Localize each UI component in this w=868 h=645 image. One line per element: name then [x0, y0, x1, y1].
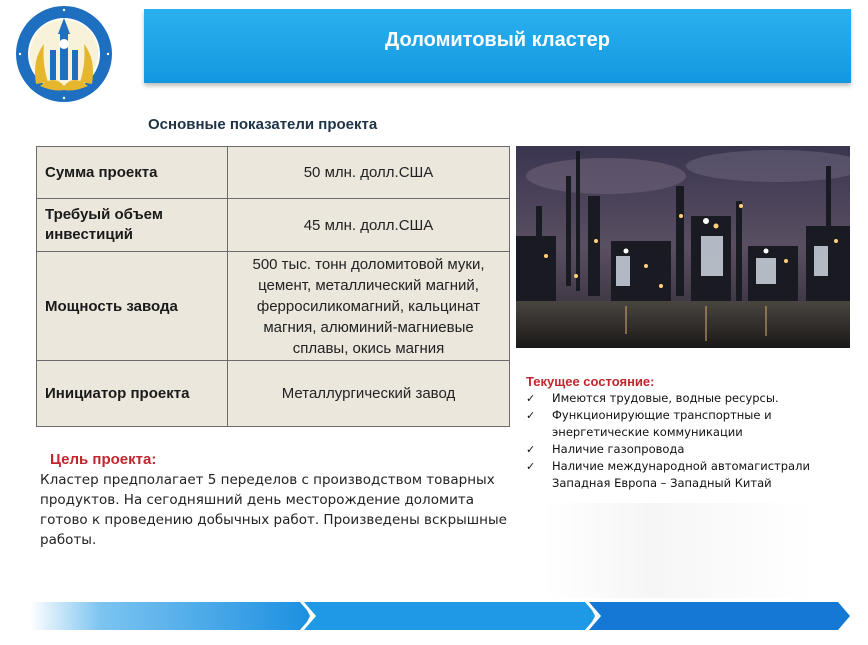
check-icon: ✓: [526, 460, 536, 473]
faded-placeholder: [542, 503, 814, 598]
table-row: [37, 361, 510, 427]
table-value-cell: 500 тыс. тонн доломитовой муки, цемент, металлический магний, ферросиликомагний, кальцинат магния, алюминий-магниевые сплавы, окись магния: [228, 252, 510, 361]
list-item: ✓ Наличие международной автомагистрали Западная Европа – Западный Китай: [526, 459, 810, 490]
list-item: ✓ Наличие газопровода: [526, 442, 685, 456]
bottom-arrow-strip: [30, 600, 850, 632]
status-heading: Текущее состояние:: [526, 374, 655, 389]
goal-heading: Цель проекта:: [50, 451, 157, 468]
check-icon: ✓: [526, 409, 536, 422]
factory-night-photo: [516, 146, 850, 348]
section-subtitle: Основные показатели проекта: [148, 116, 378, 133]
table-value-cell: Металлургический завод: [228, 361, 510, 427]
list-item: ✓ Функционирующие транспортные и энергетические коммуникации: [526, 408, 772, 439]
check-icon: ✓: [526, 392, 536, 405]
check-icon: ✓: [526, 443, 536, 456]
table-key-cell: Мощность завода: [37, 252, 228, 361]
list-item: ✓ Имеются трудовые, водные ресурсы.: [526, 391, 779, 405]
table-row: [37, 147, 510, 199]
table-key-cell: Сумма проекта: [37, 147, 228, 199]
table-value-cell: 50 млн. долл.США: [228, 147, 510, 199]
table-key-cell: Инициатор проекта: [37, 361, 228, 427]
project-parameters-table: [36, 146, 510, 427]
table-row: [37, 199, 510, 252]
current-status-block: [526, 374, 846, 492]
table-value-cell: 45 млн. долл.США: [228, 199, 510, 252]
table-row: [37, 252, 510, 361]
header-banner: [144, 9, 851, 83]
goal-text: Кластер предполагает 5 переделов с производством товарных продуктов. На сегодняшний день месторождение доломита готово к проведению добычных работ. Произведены вскрышные работы.: [40, 472, 507, 548]
region-emblem-logo: [14, 4, 114, 104]
page-title: Доломитовый кластер: [384, 29, 610, 51]
table-key-cell: Требуый объем инвестиций: [37, 199, 228, 252]
status-list: [526, 390, 846, 492]
